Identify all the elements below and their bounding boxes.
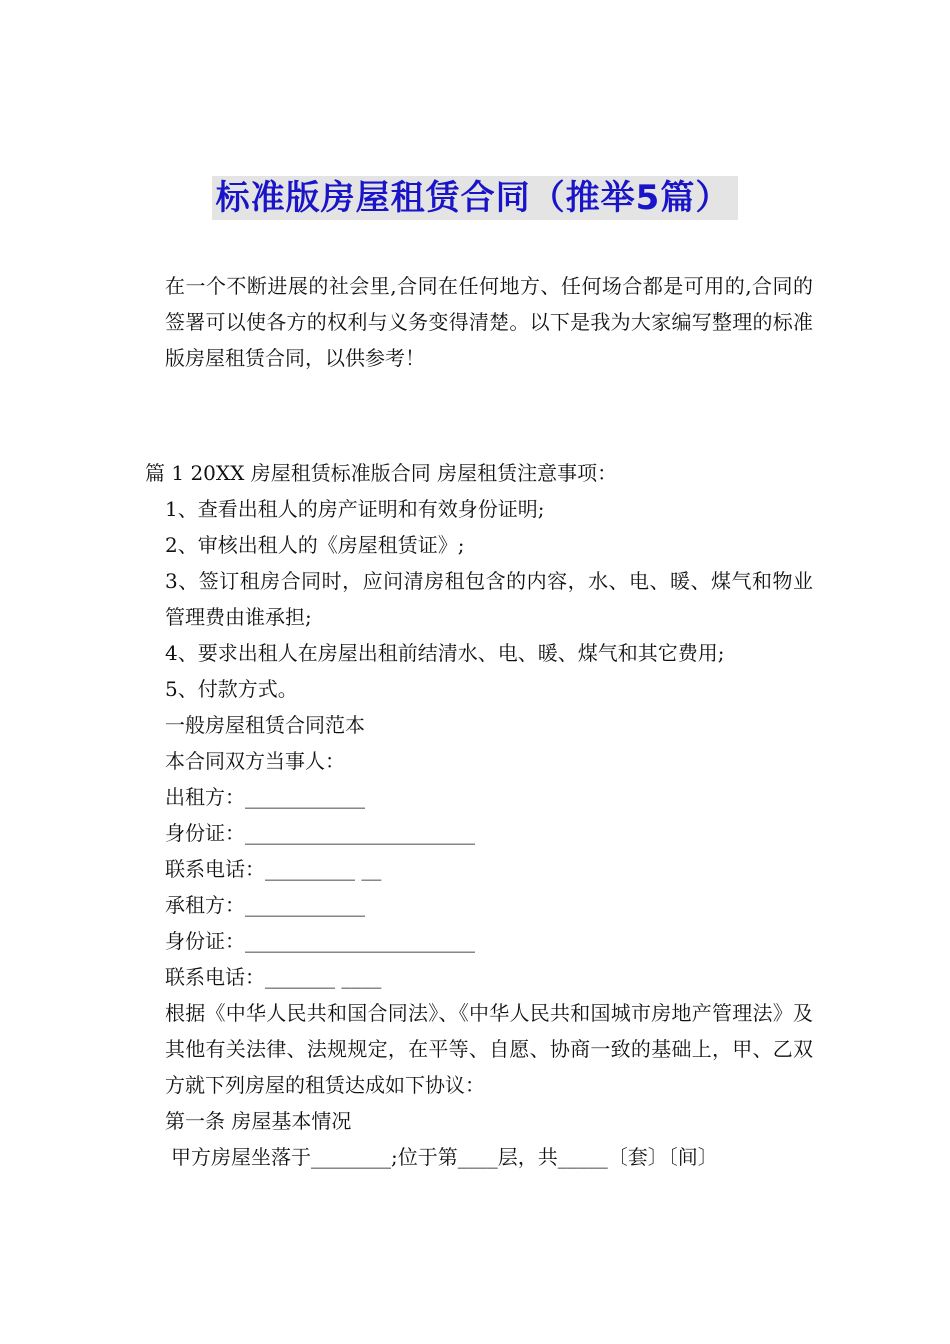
legal-basis-paragraph: 根据《中华人民共和国合同法》、《中华人民共和国城市房地产管理法》及其他有关法律、法规规定，在平等、自愿、协商一致的基础上，甲、乙双方就下列房屋的租赁达成如下协议： [165,1001,813,1097]
notice-item-5: 5、付款方式。 [165,677,298,701]
field-lessee-id: 身份证：_______________________ [165,929,475,953]
field-lessee: 承租方：____________ [165,893,365,917]
notice-item-1: 1、查看出租人的房产证明和有效身份证明; [165,497,545,521]
document-title: 标准版房屋租赁合同（推举5篇） [212,176,739,220]
document-body [145,268,813,1175]
notice-item-3: 3、签订租房合同时，应问清房租包含的内容，水、电、暖、煤气和物业管理费由谁承担; [165,569,813,629]
field-lessor-phone: 联系电话：_________ __ [165,857,382,881]
field-lessor: 出租方：____________ [165,785,365,809]
article-1-text: 甲方房屋坐落于________;位于第____层，共_____〔套〕〔间〕 [171,1145,718,1169]
field-lessee-phone: 联系电话：_______ ____ [165,965,382,989]
parties-intro: 本合同双方当事人： [165,749,345,773]
section-heading: 篇 1 20XX 房屋租赁标准版合同 房屋租赁注意事项： [145,461,618,485]
title-container [0,176,950,220]
sample-title: 一般房屋租赁合同范本 [165,713,365,737]
notice-item-4: 4、要求出租人在房屋出租前结清水、电、暖、煤气和其它费用; [165,641,725,665]
intro-paragraph: 在一个不断进展的社会里,合同在任何地方、任何场合都是可用的,合同的签署可以使各方的权利与义务变得清楚。以下是我为大家编写整理的标准版房屋租赁合同，以供参考！ [165,274,813,370]
spacer [145,376,813,455]
notice-item-2: 2、审核出租人的《房屋租赁证》; [165,533,465,557]
field-lessor-id: 身份证：_______________________ [165,821,475,845]
article-1-title: 第一条 房屋基本情况 [165,1109,352,1133]
